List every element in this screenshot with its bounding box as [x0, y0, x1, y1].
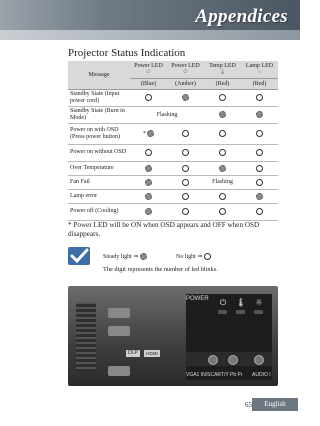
led-on-icon	[145, 179, 152, 186]
led-off-icon	[219, 94, 226, 101]
led-off-icon	[256, 165, 263, 172]
led-off-icon	[219, 149, 226, 156]
led-symbol-icon: ⏻	[146, 69, 151, 75]
led-off-icon	[219, 130, 226, 137]
table-row	[68, 106, 278, 123]
table-row	[68, 144, 278, 161]
port	[228, 355, 238, 365]
led-off-icon	[256, 94, 263, 101]
hdmi-logo: HDMI	[144, 350, 160, 357]
led-off-icon	[256, 208, 263, 215]
port	[208, 355, 218, 365]
led-off-icon	[219, 193, 226, 200]
row-label: Fan Fail	[68, 175, 130, 189]
row-label: Lamp error	[68, 189, 130, 203]
led-header: Temp LED 🌡	[204, 61, 241, 78]
projector-photo	[68, 286, 278, 386]
row-label: Over Temperature	[68, 161, 130, 175]
power-label: POWER	[186, 296, 209, 302]
row-label: Power off (Cooling)	[68, 203, 130, 220]
asterisk: *	[143, 130, 146, 137]
thermometer-icon: 🌡	[219, 69, 226, 75]
status-table	[68, 61, 278, 221]
legend-steady: Steady light ⇒	[103, 253, 147, 260]
legend-description: The digit represents the number of led blinks.	[103, 266, 218, 273]
led-off-icon	[256, 179, 263, 186]
led-header: Power LED ⏻	[130, 61, 167, 78]
row-label: Power on without OSD	[68, 144, 130, 161]
led-window	[218, 310, 227, 314]
message-header: Message	[68, 61, 130, 89]
connector	[108, 326, 130, 336]
led-on-icon	[145, 208, 152, 215]
row-label: Standby State (Input power cord)	[68, 89, 130, 106]
thermometer-icon: 🌡	[236, 298, 247, 307]
header-title: Appendices	[195, 6, 288, 27]
led-window	[254, 310, 263, 314]
led-color: (Blue)	[130, 78, 167, 89]
table-row	[68, 123, 278, 144]
port	[254, 355, 264, 365]
header-band	[0, 30, 300, 40]
led-on-icon	[256, 193, 263, 200]
led-on-icon	[140, 253, 147, 260]
footnote: * Power LED will be ON when OSD appears and OFF when OSD disappears.	[68, 221, 260, 238]
led-off-icon	[182, 149, 189, 156]
table-row	[68, 203, 278, 220]
row-label: Power on with OSD (Press power button)	[68, 123, 130, 144]
led-on-icon	[182, 94, 189, 101]
led-on-icon	[219, 111, 226, 118]
led-window	[236, 310, 245, 314]
table-row	[68, 189, 278, 203]
table-row	[68, 89, 278, 106]
led-color: (Amber)	[167, 78, 204, 89]
led-off-icon	[256, 149, 263, 156]
led-off-icon	[145, 149, 152, 156]
vent-grille	[76, 302, 96, 372]
row-label: Standby State (Burn in Mode)	[68, 106, 130, 123]
led-on-icon	[145, 165, 152, 172]
led-color: (Red)	[204, 78, 241, 89]
led-color: (Red)	[241, 78, 278, 89]
led-off-icon	[182, 179, 189, 186]
page-header	[0, 0, 300, 40]
table-row	[68, 161, 278, 175]
dlp-logo: DLP	[126, 350, 140, 357]
audio-label: AUDIO I	[252, 372, 271, 378]
note-check-icon	[68, 247, 90, 265]
led-symbol-icon: ⏻	[183, 69, 188, 75]
table-header-row	[68, 61, 278, 78]
led-header: Lamp LED ☼	[241, 61, 278, 78]
page-number: 65	[245, 401, 252, 409]
port-label: VGA1 IN/SCART/Y Pb Pr	[186, 372, 243, 378]
led-off-icon	[256, 130, 263, 137]
lamp-icon: ☼	[257, 69, 262, 75]
section-title: Projector Status Indication	[68, 47, 186, 59]
led-off-icon	[145, 94, 152, 101]
led-off-icon	[182, 193, 189, 200]
lamp-icon: ☼	[255, 298, 263, 307]
power-icon: ⏻	[219, 298, 227, 307]
led-off-icon	[182, 208, 189, 215]
led-on-icon	[256, 111, 263, 118]
legend-no-light: No light ⇒	[176, 253, 211, 260]
flashing-text: Flashing	[130, 106, 204, 123]
table-row	[68, 175, 278, 189]
flashing-text: Flashing	[204, 175, 241, 189]
connector	[108, 366, 130, 376]
led-off-icon	[182, 130, 189, 137]
led-off-icon	[204, 253, 211, 260]
led-off-icon	[182, 165, 189, 172]
led-off-icon	[219, 208, 226, 215]
led-header: Power LED ⏻	[167, 61, 204, 78]
connector	[108, 308, 130, 318]
led-on-icon	[147, 130, 154, 137]
led-on-icon	[219, 165, 226, 172]
led-on-icon	[145, 193, 152, 200]
language-tab: English	[252, 398, 298, 411]
